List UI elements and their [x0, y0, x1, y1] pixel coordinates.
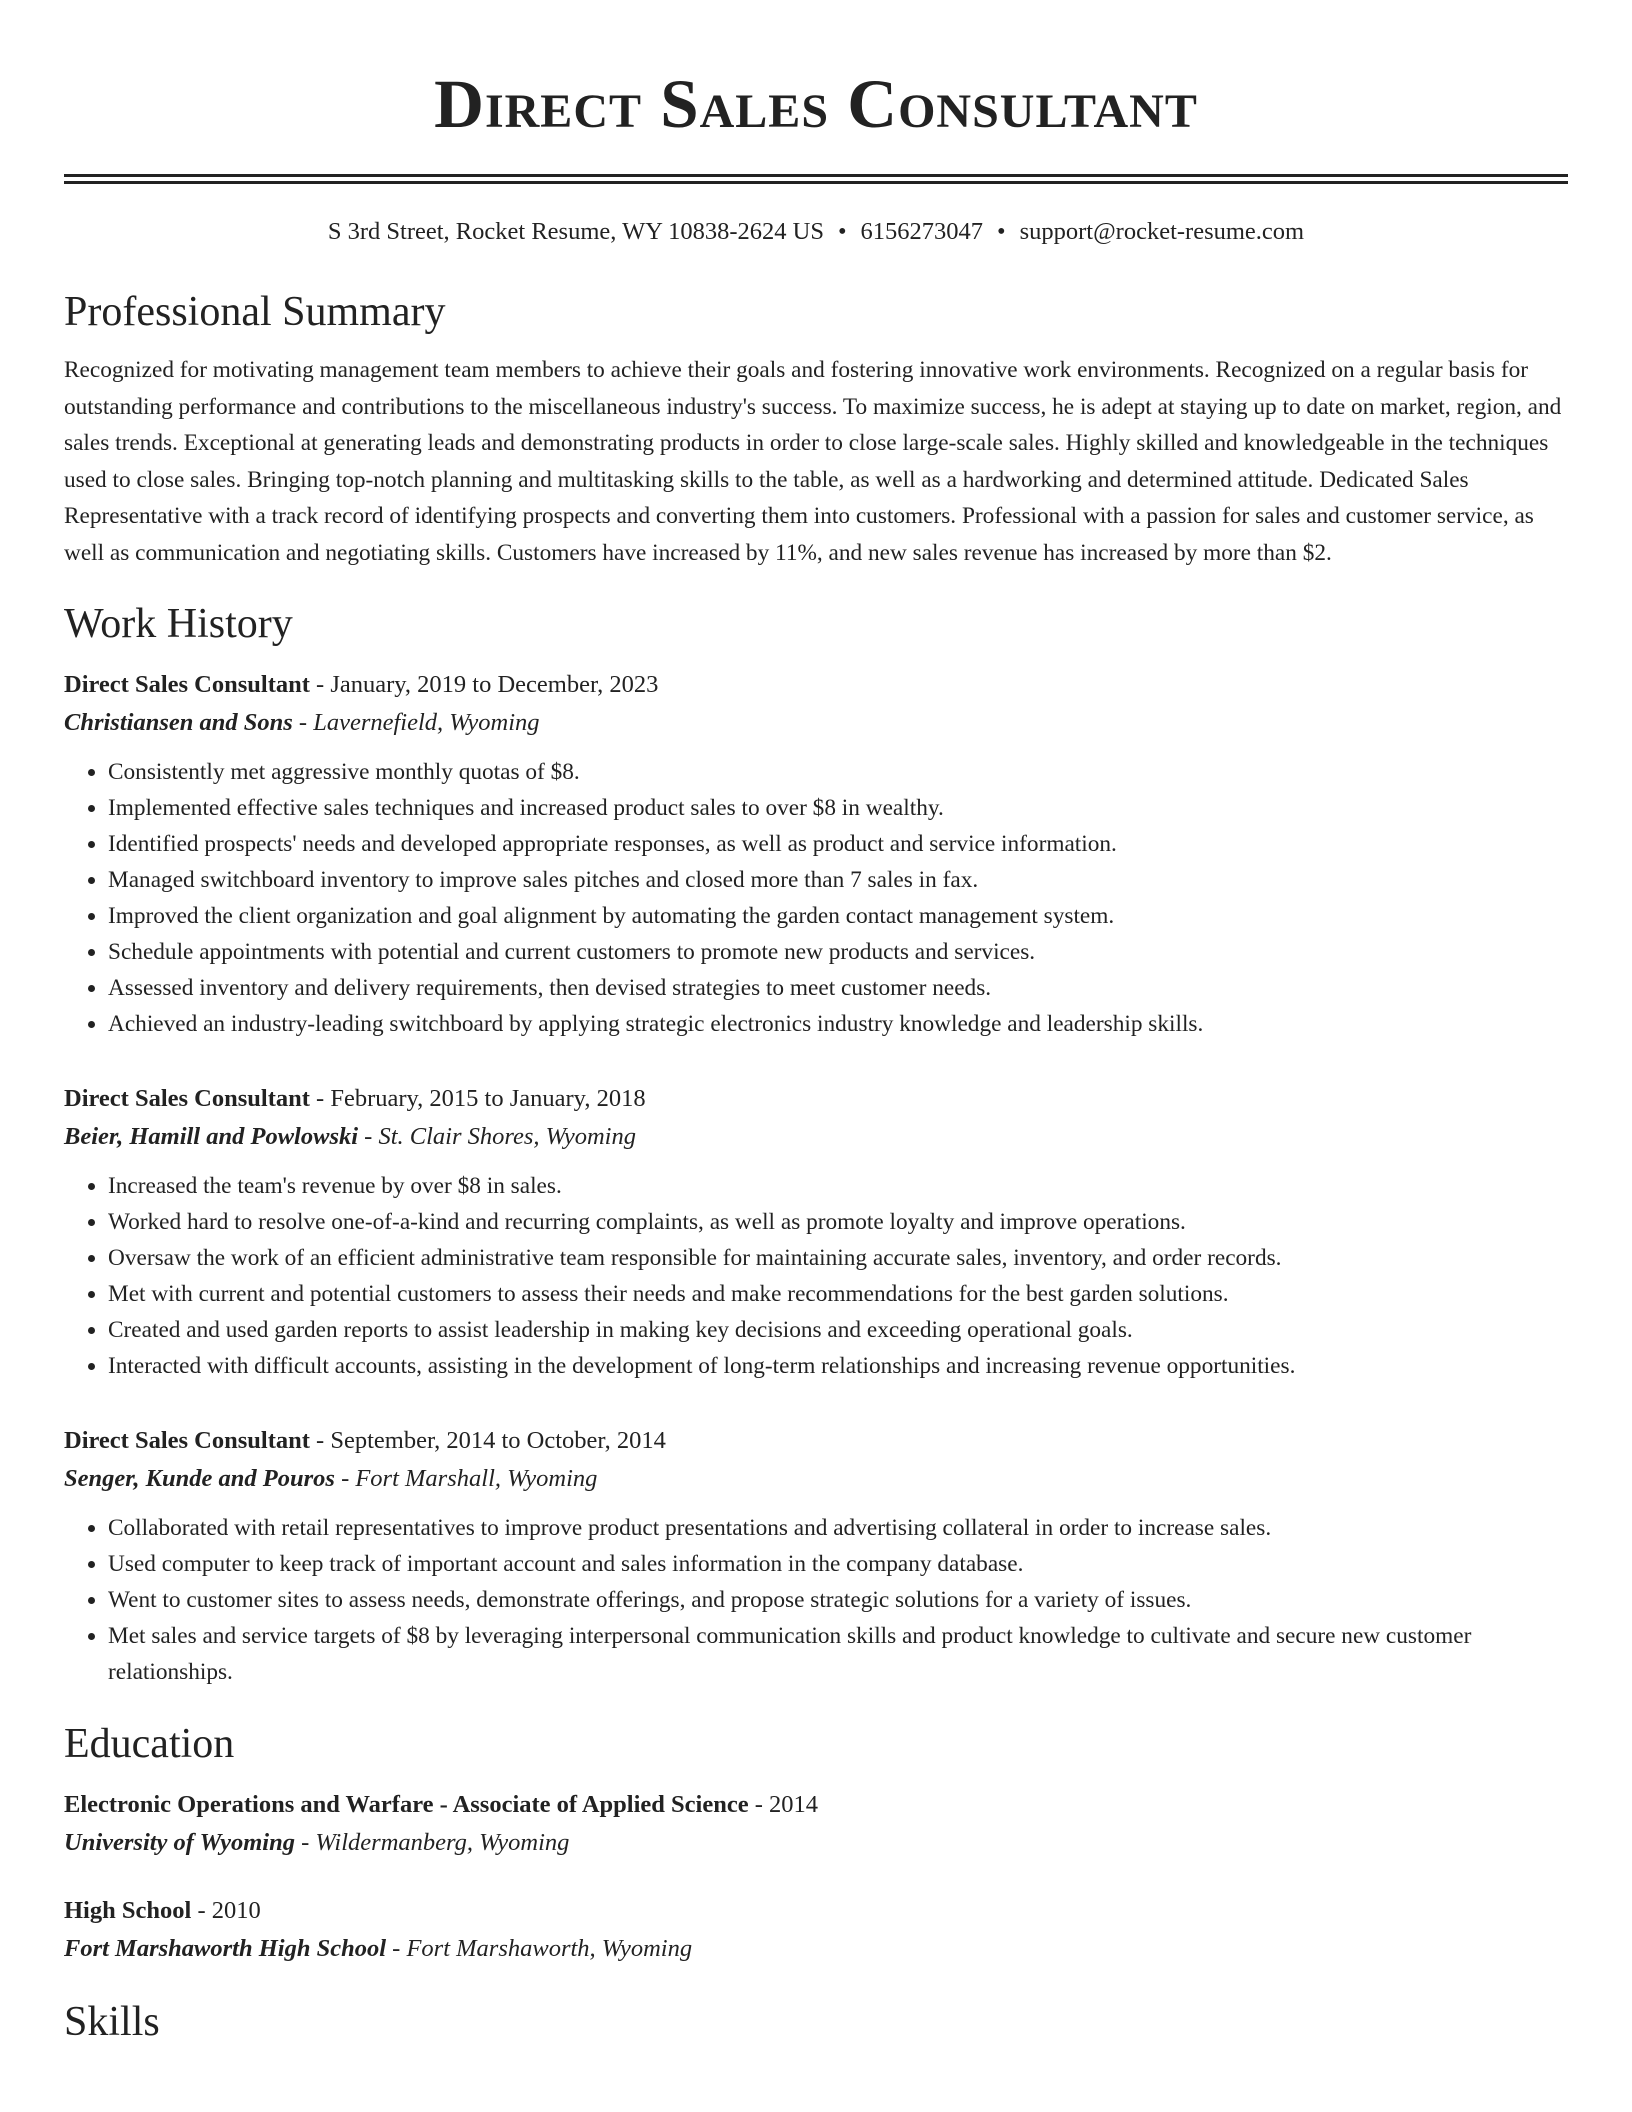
education-degree-line: [64, 1786, 1568, 1824]
job-company: Senger, Kunde and Pouros: [64, 1464, 335, 1492]
education-degree: High School: [64, 1896, 192, 1924]
education-school-line: [64, 1930, 1568, 1968]
list-item: • Met with current and potential customers to assess their needs and make recommendations for the best garden solutions.: [108, 1276, 1568, 1312]
job-location: - Fort Marshall, Wyoming: [334, 1464, 598, 1492]
job-bullets: [64, 754, 1568, 1042]
job-entry: [64, 666, 1568, 1042]
job-bullets: [64, 1168, 1568, 1384]
list-item: • Created and used garden reports to assist leadership in making key decisions and exceeding operational goals.: [108, 1312, 1568, 1348]
list-item: • Met sales and service targets of $8 by leveraging interpersonal communication skills and product knowledge to cultivate and secure new customer relationships.: [108, 1618, 1568, 1690]
job-title-line: [64, 1080, 1568, 1118]
job-company-line: [64, 704, 1568, 742]
resume-content: [0, 284, 1632, 2050]
job-title: Direct Sales Consultant: [64, 1084, 310, 1112]
header-double-rule: [64, 174, 1568, 184]
job-title: Direct Sales Consultant: [64, 670, 310, 698]
list-item: • Used computer to keep track of important account and sales information in the company database.: [108, 1546, 1568, 1582]
job-entry: [64, 1422, 1568, 1690]
list-item: • Collaborated with retail representatives to improve product presentations and advertising collateral in order to increase sales.: [108, 1510, 1568, 1546]
list-item: • Assessed inventory and delivery requirements, then devised strategies to meet customer needs.: [108, 970, 1568, 1006]
contact-line: [0, 214, 1632, 250]
contact-separator: •: [837, 218, 847, 245]
list-item: • Achieved an industry-leading switchboard by applying strategic electronics industry knowledge and leadership skills.: [108, 1006, 1568, 1042]
contact-separator: •: [997, 218, 1006, 245]
job-title: Direct Sales Consultant: [64, 1426, 310, 1454]
job-dates: - September, 2014 to October, 2014: [309, 1426, 666, 1454]
education-entry: [64, 1892, 1568, 1968]
list-item: • Interacted with difficult accounts, assisting in the development of long-term relationships and increasing revenue opportunities.: [108, 1348, 1568, 1384]
job-dates: - January, 2019 to December, 2023: [309, 670, 659, 698]
section-heading-education: Education: [64, 1720, 235, 1767]
list-item: • Improved the client organization and goal alignment by automating the garden contact management system.: [108, 898, 1568, 934]
job-title-line: [64, 666, 1568, 704]
section-heading-work: Work History: [64, 600, 293, 647]
summary-text: Recognized for motivating management team members to achieve their goals and fostering innovative work environments. Recognized on a regular basis for outstanding performance and contributions to the miscellaneous industry's success. To maximize success, he is adept at staying up to date on market, region, and sales trends. Exceptional at generating leads and demonstrating products in order to close large-scale sales. Highly skilled and knowledgeable in the techniques used to close sales. Bringing top-notch planning and multitasking skills to the table, as well as a hardworking and determined attitude. Dedicated Sales Representative with a track record of identifying prospects and converting them into customers. Professional with a passion for sales and customer service, as well as communication and negotiating skills. Customers have increased by 11%, and new sales revenue has increased by more than $2.: [64, 357, 1562, 566]
list-item: • Went to customer sites to assess needs, demonstrate offerings, and propose strategic solutions for a variety of issues.: [108, 1582, 1568, 1618]
job-company: Beier, Hamill and Powlowski: [64, 1122, 359, 1150]
list-item: • Worked hard to resolve one-of-a-kind and recurring complaints, as well as promote loyalty and improve operations.: [108, 1204, 1568, 1240]
section-heading-summary: Professional Summary: [64, 289, 446, 335]
list-item: • Identified prospects' needs and developed appropriate responses, as well as product and service information.: [108, 826, 1568, 862]
list-item: • Implemented effective sales techniques and increased product sales to over $8 in wealthy.: [108, 790, 1568, 826]
job-company-line: [64, 1460, 1568, 1498]
contact-email: support@rocket-resume.com: [1019, 218, 1305, 245]
education-school: Fort Marshaworth High School: [64, 1934, 387, 1962]
job-bullets: [64, 1510, 1568, 1690]
list-item: • Managed switchboard inventory to improve sales pitches and closed more than 7 sales in fax.: [108, 862, 1568, 898]
resume-name: Direct Sales Consultant: [434, 66, 1198, 142]
education-location: - Fort Marshaworth, Wyoming: [386, 1934, 693, 1962]
list-item: • Consistently met aggressive monthly quotas of $8.: [108, 754, 1568, 790]
education-degree: Electronic Operations and Warfare - Associate of Applied Science: [64, 1790, 749, 1818]
education-year: - 2014: [748, 1790, 819, 1818]
list-item: • Increased the team's revenue by over $8 in sales.: [108, 1168, 1568, 1204]
education-year: - 2010: [191, 1896, 261, 1924]
job-title-line: [64, 1422, 1568, 1460]
contact-address: S 3rd Street, Rocket Resume, WY 10838-2624 US: [327, 218, 824, 245]
list-item: • Schedule appointments with potential and current customers to promote new products and services.: [108, 934, 1568, 970]
education-location: - Wildermanberg, Wyoming: [294, 1828, 570, 1856]
education-school: University of Wyoming: [64, 1828, 295, 1856]
education-school-line: [64, 1824, 1568, 1862]
job-location: - Lavernefield, Wyoming: [292, 708, 540, 736]
job-company-line: [64, 1118, 1568, 1156]
job-location: - St. Clair Shores, Wyoming: [358, 1122, 636, 1150]
job-entry: [64, 1080, 1568, 1384]
contact-phone: 6156273047: [860, 218, 984, 245]
list-item: • Oversaw the work of an efficient administrative team responsible for maintaining accurate sales, inventory, and order records.: [108, 1240, 1568, 1276]
job-company: Christiansen and Sons: [64, 708, 293, 736]
education-entry: [64, 1786, 1568, 1862]
job-dates: - February, 2015 to January, 2018: [309, 1084, 646, 1112]
section-heading-skills: Skills: [64, 1998, 160, 2045]
education-degree-line: [64, 1892, 1568, 1930]
